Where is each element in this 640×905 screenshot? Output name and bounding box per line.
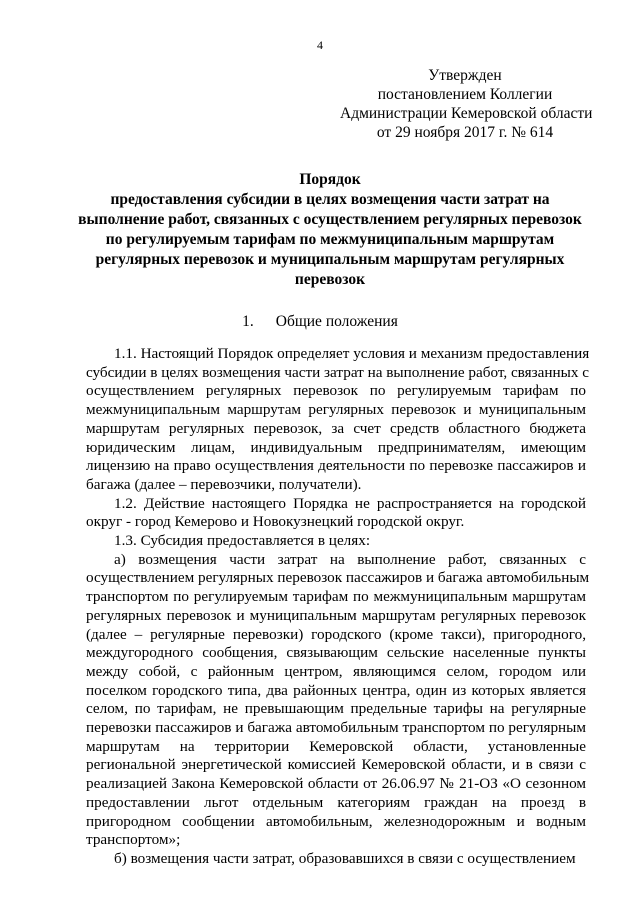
approval-stamp [340, 66, 593, 142]
text-line: б) возмещения части затрат, образовавшихся в связи с осуществлением [114, 849, 576, 867]
text-line: транспортом»; [86, 831, 181, 849]
approval-line: Администрации Кемеровской области [340, 105, 593, 122]
approval-line: от 29 ноября 2017 г. № 614 [376, 124, 554, 141]
text-line: предоставлении льгот отдельным категориям граждан на проезд в [86, 793, 586, 811]
text-line: между собой, с районным центром, являющимся селом, городом или [86, 662, 586, 680]
text-line: регулярных перевозок и муниципальным маршрутам регулярных перевозок [86, 606, 586, 624]
title-line: регулярных перевозок и муниципальным маршрутам регулярных [95, 251, 565, 268]
text-line: поселком городского типа, два районных центра, один из которых является [86, 681, 586, 699]
title-line: предоставления субсидии в целях возмещения части затрат на [110, 191, 550, 208]
section-title: Общие положения [275, 313, 398, 330]
text-line: перевозки пассажиров и багажа автомобильным транспортом по регулярным [86, 719, 586, 737]
paragraph-p-b [86, 850, 586, 869]
text-line: межмуниципальным маршрутам регулярных перевозок и муниципальным [86, 401, 586, 419]
title-line: Порядок [299, 171, 361, 188]
text-line: юридическим лицам, индивидуальным предпринимателям, имеющим [86, 438, 586, 456]
text-line: (далее – регулярные перевозки) городского (кроме такси), пригородного, [86, 625, 586, 643]
section-number: 1. [242, 313, 254, 330]
approval-line: Утвержден [428, 67, 502, 84]
page-number: 4 [317, 38, 323, 52]
text-line: селом, по тарифам, не превышающим предельные тарифы на регулярные [86, 700, 586, 718]
section-heading [0, 312, 640, 332]
text-line: транспортом по регулируемым тарифам по межмуниципальным маршрутам [86, 588, 586, 606]
text-line: 1.3. Субсидия предоставляется в целях: [114, 532, 371, 550]
text-line: 1.1. Настоящий Порядок определяет условия и механизм предоставления [114, 345, 590, 362]
paragraph-p1-1 [86, 345, 590, 495]
title-line: по регулируемым тарифам по межмуниципальным маршрутам [105, 231, 555, 248]
text-line: маршрутам на территории Кемеровской области, установленные [86, 737, 586, 755]
title-line: выполнение работ, связанных с осуществлением регулярных перевозок [78, 211, 582, 228]
text-line: лицензию на право осуществления деятельности по перевозке пассажиров и [86, 457, 586, 475]
text-line: междугородного сообщения, связывающим сельские населенные пункты [86, 644, 586, 662]
text-line: субсидии в целях возмещения части затрат на выполнение работ, связанных с [86, 363, 589, 381]
text-line: региональной энергетической комиссией Кемеровской области, и в связи с [86, 756, 586, 774]
paragraph-p1-2 [86, 495, 586, 532]
document-title [70, 170, 590, 290]
text-line: а) возмещения части затрат на выполнение работ, связанных с [114, 550, 586, 568]
approval-line: постановлением Коллегии [377, 86, 553, 103]
text-line: багажа (далее – перевозчики, получатели). [86, 475, 362, 493]
text-line: осуществлением регулярных перевозок по регулируемым тарифам по [86, 382, 586, 400]
title-line: перевозок [294, 271, 366, 288]
text-line: 1.2. Действие настоящего Порядка не распространяется на городской [114, 494, 586, 512]
text-line: округ - город Кемерово и Новокузнецкий городской округ. [86, 513, 465, 531]
text-line: маршрутам регулярных перевозок, за счет средств областного бюджета [86, 419, 586, 437]
text-line: осуществлением регулярных перевозок пассажиров и багажа автомобильным [86, 569, 590, 587]
text-line: реализацией Закона Кемеровской области от 26.06.97 № 21-ОЗ «О сезонном [86, 775, 586, 793]
paragraph-p-a [86, 550, 590, 850]
paragraph-p1-3 [86, 532, 586, 551]
document-body [86, 345, 590, 869]
text-line: пригородном сообщении автомобильным, железнодорожным и водным [86, 812, 586, 830]
